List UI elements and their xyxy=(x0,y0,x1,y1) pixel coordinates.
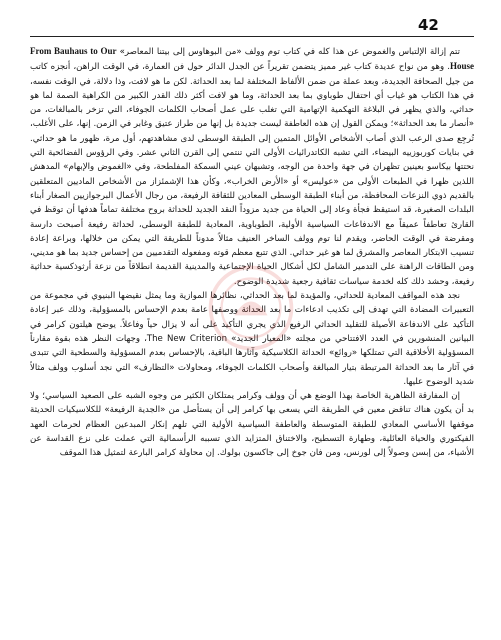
paragraph-3: إن المفارقة الظاهرية الخاصة بهذا الوضع هي أن وولف وكرامر يمتلكان الكثير من وجوه الشبه على الصعيد السياسي؛ ولا بد أن يكون هناك تناقض معين في الطريقة التي يسعى بها كرامر إلى أن يستأصل من «الجدية الرفيعة» للكلاسيكيات الحديثة موقفها الأساسي المعادي للطبقة المتوسطة والعاطفة السياسية الأولية التي تلهم إنكار المبدعين العظام لحرمات العهد الفيكتوري والحياة العائلية، وطهارة التسطيح، والاختناق المتزايد الذي تسببه الرأسمالية التي عملت على نزع القداسة عن الأشياء، من إبسن وصولاً إلى لورنس، ومن فان جوخ إلى جاكسون بولوك. إن محاولة كرامر البارعة لتمثيل هذا الموقف xyxy=(30,391,474,459)
paragraph-1-after: . وهو من نواح عديدة كتاب غير مميز يتضمن تقريراً عن الجدل الدائر حول فن العمارة، في الوقت الراهن، أنجزه كاتب من جيل الصحافة الجديدة، وبعد عملة من ضمن الألفاظ المختلفة لما بعد الحداثة. لكن ما هو لافت، وذا دلالة، في الوقت نفسه، في هذا الكتاب هو غياب أي احتفال طوباوي بما بعد الحداثة، وما هو لافت أكثر ذلك القدر الكبير من الكراهية الصمة لما هو حداثي، والذي يظهر في البلاغة التهكمية الإتهامية التي تغلب على عمل أصحاب الكلمات الجوفاء، التي تزخر بالمبالغات، من «أنصار ما بعد الحداثة»؛ ويمكن القول إن هذه العاطفة ليست جديدة بل إنها من طراز عتيق وغابر في الزمن. إنها، على الأغلب، تُرجِع صدى الرعب الذي أصاب الأشخاص الأوائل المتمين إلى الطبقة الوسطى لدى مشاهدتهم، أول مرة، ظهور ما هو حداثي. في بنايات كوربوزييه البيضاء، التي تشبه الكاتدرائيات الأولى التي تنتمي إلى القرن الثاني عشر. وفي الرؤوس الفضائحية التي نحتتها بيكاسو بعينين تظهران في جهة واحدة من الوجه، وتشبهان عيني السمكة المفلطحة، وفي «الغموض والإبهام» المدهش اللذين ظهرا في الطبعات الأولى من «عوليس» أو «الأرض الخراب»، وكأن هذا الإشمئزاز من الأشخاص الماديين المتعلقين بالقديم ذوي النزعات المحافظة، من أبناء الطبقة الوسطى المعادين للثقافة الرفيعة، من رجال الأعمال البرجوازيين الصغار أبناء البلدات الصغيرة، قد استيقظ فجأة وعاد إلى الحياة من جديد مزوداً النقد الجديد للحداثة بروح مختلفة تماماً هدفها أن توقظ في القارئ تعاطفاً عميقاً مع الاندفاعات السياسية الأولية، الطوباوية، المعادية للطبقة الوسطى، لحداثة رفيعة أصبحت دارسة ومقرضة في الوقت الحاضر، ويقدم لنا توم وولف الساخر العنيف مثالاً مدوناً للطريقة التي يمكن من خلالها، وبراعة إعادة تنسيب الابتكار المعاصر والمشرق لما هو غير حداثي. الذي تتبع معظم قوته ومفعوله التقدميين من إحساس جديد بما هو مديني، ومن الطاقات الراهنة على التدمير الشامل لكل أشكال الحياة الإجتماعية والمدينية القديمة انطلاقاً من نزعة أرثوذكسية حداثية رفيعة، وحشد ذلك كله لخدمة سياسات ثقافية رجعية شديدة الوضوح. xyxy=(30,62,474,287)
header-rule xyxy=(30,36,474,37)
book-title-latin: From Bauhaus to Our House xyxy=(30,46,474,72)
paragraph-1-before: تتم إزالة الإلتباس والغموض عن هذا كله في كتاب توم وولف «من البوهاوس إلى بيتنا المعاصر» xyxy=(116,47,460,57)
page-number: 42 xyxy=(418,16,439,34)
paragraph-1 xyxy=(30,44,474,289)
paragraph-2: نجد هذه المواقف المعادية للحداثي، والمؤيدة لما بعد الحداثي، نظائرها الموازية وما يمثل نقيضها البنيوي في مجموعة من التعبيرات المضادة التي تهدف إلى تكذيب ادعاءات ما بعد الحداثة ووصفها عامة بعدم الإحساس بالمسؤولية، وذلك عبر إعادة التأكيد على الاندفاعة الأصيلة للتقليد الحداثي الرفيع الذي يجري التأكيد على أنه لا يزال حياً وفاعلاً. يوضح هيلتون كرامر في البيانين المنشورين في العدد الافتتاحي من مجلته «المعيار الجديد» The New Criterion، وجهات النظر هذه بقوة مقارناً المسؤولية الأخلاقية التي تمتلكها «روائع» الحداثة الكلاسيكية وآثارها الباقية، بالإحساس بعدم المسؤولية والسطحية التي تتبدى في آثار ما بعد الحداثة المرتبطة بتيار المبالغة وأصحاب الكلمات الجوفاء، ومحاولات «التظارف» التي نجد أسلوب وولف مثالاً شديد الوضوح عليها. xyxy=(30,291,474,387)
body-text xyxy=(30,44,474,634)
